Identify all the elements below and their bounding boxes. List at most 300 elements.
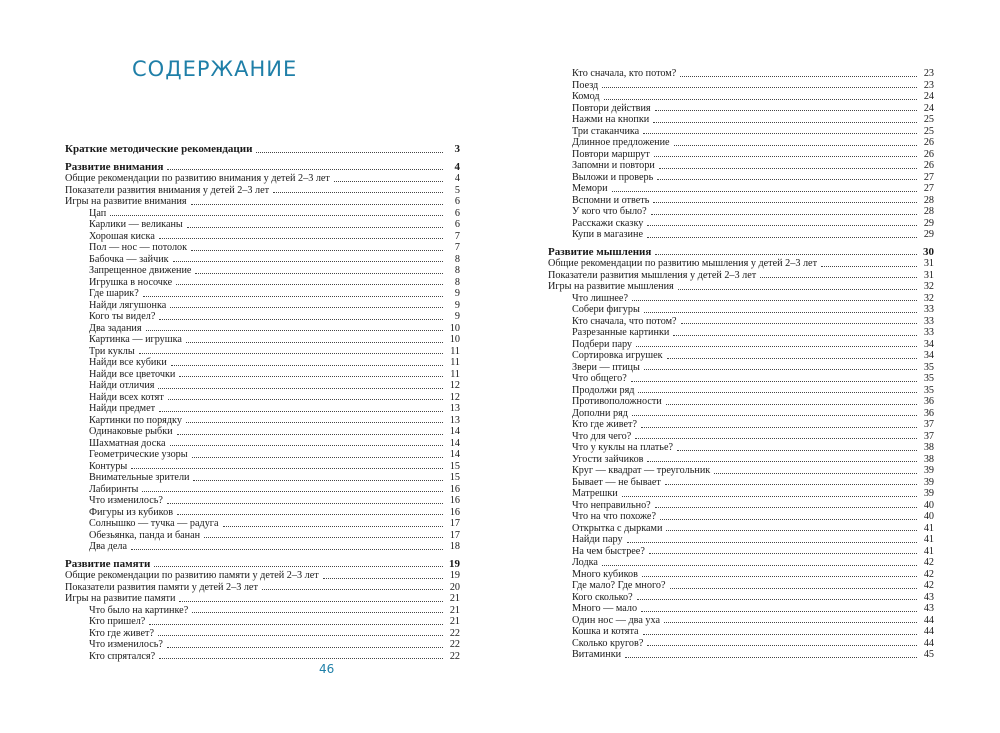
toc-entry bbox=[65, 334, 460, 346]
toc-entry-page: 4 bbox=[454, 173, 460, 184]
toc-entry bbox=[65, 208, 460, 220]
toc-entry-page: 29 bbox=[923, 217, 934, 229]
toc-entry-title: Кошка и котята bbox=[572, 626, 639, 637]
toc-entry bbox=[548, 419, 934, 431]
toc-entry-title: Выложи и проверь bbox=[572, 171, 654, 183]
toc-entry-title: Цап bbox=[89, 207, 107, 219]
dot-leader bbox=[131, 468, 443, 469]
toc-entry-title: Картинка — игрушка bbox=[89, 334, 182, 345]
toc-entry-page: 38 bbox=[923, 453, 934, 465]
toc-entry-page: 27 bbox=[923, 183, 934, 194]
dot-leader bbox=[612, 191, 917, 192]
dot-leader bbox=[192, 612, 443, 613]
toc-entry-title: Геометрические узоры bbox=[89, 449, 188, 460]
toc-entry-title: Круг — квадрат — треугольник bbox=[572, 465, 711, 476]
toc-section-entry bbox=[65, 559, 460, 571]
toc-entry-page: 38 bbox=[923, 442, 934, 453]
toc-entry-page: 25 bbox=[923, 125, 934, 137]
toc-entry bbox=[65, 254, 460, 266]
toc-entry-title: Длинное предложение bbox=[572, 137, 670, 148]
toc-entry-title: Хорошая киска bbox=[89, 230, 155, 242]
dot-leader bbox=[647, 645, 917, 646]
toc-entry-page: 32 bbox=[923, 281, 934, 292]
toc-entry-title: Что для чего? bbox=[572, 430, 632, 442]
toc-entry bbox=[65, 616, 460, 628]
toc-entry-page: 25 bbox=[923, 114, 934, 125]
dot-leader bbox=[602, 565, 917, 566]
toc-entry-page: 12 bbox=[449, 380, 460, 391]
toc-entry bbox=[65, 518, 460, 530]
page-number: 46 bbox=[319, 662, 335, 676]
toc-entry-title: Что изменилось? bbox=[89, 495, 163, 506]
page-title: СОДЕРЖАНИЕ bbox=[132, 57, 298, 81]
toc-entry-title: Кого сколько? bbox=[572, 591, 633, 603]
toc-entry bbox=[548, 626, 934, 638]
dot-leader bbox=[149, 624, 443, 625]
toc-entry bbox=[548, 218, 934, 230]
toc-entry-page: 19 bbox=[449, 570, 460, 581]
toc-entry-page: 40 bbox=[923, 511, 934, 522]
dot-leader bbox=[647, 237, 917, 238]
toc-entry bbox=[548, 68, 934, 80]
toc-entry-page: 41 bbox=[923, 522, 934, 534]
toc-entry-page: 21 bbox=[449, 593, 460, 604]
dot-leader bbox=[678, 289, 917, 290]
toc-entry-title: Игры на развитие мышления bbox=[548, 281, 674, 292]
toc-entry-page: 19 bbox=[449, 557, 460, 570]
dot-leader bbox=[179, 376, 443, 377]
toc-entry-page: 26 bbox=[923, 148, 934, 160]
dot-leader bbox=[714, 473, 917, 474]
toc-entry-page: 22 bbox=[449, 650, 460, 662]
dot-leader bbox=[641, 427, 917, 428]
dot-leader bbox=[627, 542, 917, 543]
dot-leader bbox=[168, 399, 443, 400]
toc-entry-title: Общие рекомендации по развитию внимания у детей 2–3 лет bbox=[65, 173, 330, 184]
toc-entry-title: Внимательные зрители bbox=[89, 472, 190, 483]
toc-entry-title: Шахматная доска bbox=[89, 437, 166, 449]
toc-entry-title: Кто пришел? bbox=[89, 616, 146, 627]
toc-entry-title: Пол — нос — потолок bbox=[89, 242, 188, 253]
toc-entry-page: 17 bbox=[449, 529, 460, 541]
toc-entry-title: Игрушка в носочке bbox=[89, 276, 173, 288]
toc-entry-title: Собери фигуры bbox=[572, 304, 640, 315]
toc-right-column bbox=[548, 68, 934, 661]
toc-entry bbox=[65, 392, 460, 404]
toc-entry bbox=[65, 541, 460, 553]
toc-entry bbox=[548, 603, 934, 615]
toc-entry-page: 42 bbox=[923, 557, 934, 568]
toc-entry-page: 7 bbox=[454, 242, 460, 253]
toc-entry-page: 14 bbox=[449, 426, 460, 437]
toc-entry bbox=[548, 511, 934, 523]
dot-leader bbox=[154, 566, 443, 567]
toc-entry-title: Фигуры из кубиков bbox=[89, 506, 174, 518]
dot-leader bbox=[647, 461, 917, 462]
toc-entry-page: 36 bbox=[923, 407, 934, 419]
dot-leader bbox=[760, 277, 917, 278]
dot-leader bbox=[195, 273, 443, 274]
toc-entry-page: 22 bbox=[449, 639, 460, 650]
toc-entry-page: 39 bbox=[923, 465, 934, 476]
toc-entry bbox=[548, 557, 934, 569]
toc-entry bbox=[65, 438, 460, 450]
toc-entry-title: Кто где живет? bbox=[89, 627, 155, 639]
dot-leader bbox=[654, 156, 917, 157]
dot-leader bbox=[655, 507, 917, 508]
toc-entry bbox=[65, 231, 460, 243]
toc-entry bbox=[65, 346, 460, 358]
toc-entry bbox=[65, 300, 460, 312]
toc-entry-title: Развитие памяти bbox=[65, 557, 151, 570]
toc-entry-page: 43 bbox=[923, 591, 934, 603]
toc-entry bbox=[548, 103, 934, 115]
dot-leader bbox=[262, 589, 443, 590]
toc-entry-page: 40 bbox=[923, 499, 934, 511]
toc-entry bbox=[548, 431, 934, 443]
toc-entry-page: 44 bbox=[923, 626, 934, 637]
toc-entry-title: Что было на картинке? bbox=[89, 604, 189, 616]
toc-entry-title: Купи в магазине bbox=[572, 229, 643, 240]
toc-entry-title: Игры на развитие памяти bbox=[65, 593, 176, 604]
toc-entry-title: Где мало? Где много? bbox=[572, 580, 666, 591]
toc-entry-title: Общие рекомендации по развитию мышления у детей 2–3 лет bbox=[548, 258, 818, 269]
toc-entry-title: Найди все кубики bbox=[89, 357, 167, 368]
toc-entry-title: Картинки по порядку bbox=[89, 414, 182, 426]
toc-entry-title: Найди пару bbox=[572, 534, 623, 545]
dot-leader bbox=[670, 588, 917, 589]
dot-leader bbox=[667, 358, 917, 359]
dot-leader bbox=[632, 415, 917, 416]
toc-entry-title: Что лишнее? bbox=[572, 292, 628, 304]
toc-entry bbox=[548, 350, 934, 362]
toc-entry bbox=[548, 477, 934, 489]
toc-entry bbox=[65, 507, 460, 519]
dot-leader bbox=[655, 254, 917, 255]
toc-entry-title: Расскажи сказку bbox=[572, 217, 644, 229]
toc-entry bbox=[65, 265, 460, 277]
toc-entry bbox=[65, 570, 460, 582]
toc-entry-title: Что неправильно? bbox=[572, 499, 651, 511]
toc-entry-page: 44 bbox=[923, 637, 934, 649]
toc-entry-page: 27 bbox=[923, 171, 934, 183]
toc-entry-title: Кто где живет? bbox=[572, 419, 638, 430]
dot-leader bbox=[176, 284, 443, 285]
dot-leader bbox=[673, 335, 917, 336]
dot-leader bbox=[167, 647, 443, 648]
dot-leader bbox=[631, 381, 917, 382]
toc-entry-title: Подбери пару bbox=[572, 338, 633, 350]
toc-entry-page: 21 bbox=[449, 604, 460, 616]
dot-leader bbox=[146, 330, 443, 331]
toc-entry bbox=[65, 277, 460, 289]
toc-entry-page: 32 bbox=[923, 292, 934, 304]
toc-entry bbox=[548, 592, 934, 604]
dot-leader bbox=[643, 133, 917, 134]
dot-leader bbox=[186, 342, 443, 343]
toc-entry bbox=[548, 534, 934, 546]
dot-leader bbox=[677, 450, 917, 451]
toc-entry-title: Комод bbox=[572, 91, 600, 102]
dot-leader bbox=[334, 181, 443, 182]
toc-entry-page: 36 bbox=[923, 396, 934, 407]
toc-entry bbox=[548, 500, 934, 512]
toc-entry bbox=[548, 396, 934, 408]
dot-leader bbox=[622, 496, 917, 497]
toc-entry-title: Матрешки bbox=[572, 488, 618, 499]
toc-entry-title: Три стаканчика bbox=[572, 125, 640, 137]
toc-entry-title: Вспомни и ответь bbox=[572, 194, 650, 206]
toc-entry bbox=[65, 593, 460, 605]
toc-entry bbox=[65, 288, 460, 300]
toc-entry bbox=[548, 195, 934, 207]
toc-entry-page: 9 bbox=[454, 288, 460, 299]
toc-entry bbox=[65, 605, 460, 617]
toc-entry-title: Обезьянка, панда и банан bbox=[89, 529, 201, 541]
dot-leader bbox=[187, 227, 443, 228]
toc-entry-title: Продолжи ряд bbox=[572, 384, 635, 396]
toc-entry-title: Сколько кругов? bbox=[572, 637, 644, 649]
toc-entry-title: Бывает — не бывает bbox=[572, 476, 661, 488]
dot-leader bbox=[131, 549, 443, 550]
toc-entry bbox=[548, 569, 934, 581]
toc-entry bbox=[548, 229, 934, 241]
toc-entry bbox=[548, 546, 934, 558]
toc-entry-page: 41 bbox=[923, 545, 934, 557]
dot-leader bbox=[635, 438, 917, 439]
dot-leader bbox=[636, 346, 917, 347]
toc-entry bbox=[548, 615, 934, 627]
toc-entry bbox=[65, 449, 460, 461]
dot-leader bbox=[158, 388, 443, 389]
toc-entry-title: У кого что было? bbox=[572, 206, 647, 217]
toc-entry-page: 6 bbox=[454, 219, 460, 230]
toc-entry-page: 26 bbox=[923, 137, 934, 148]
toc-entry-title: Бабочка — зайчик bbox=[89, 253, 169, 265]
toc-entry-title: Три куклы bbox=[89, 345, 135, 357]
toc-entry-page: 41 bbox=[923, 534, 934, 545]
dot-leader bbox=[632, 300, 917, 301]
toc-entry bbox=[548, 183, 934, 195]
dot-leader bbox=[680, 76, 917, 77]
dot-leader bbox=[179, 601, 443, 602]
toc-entry-title: Кто сначала, кто потом? bbox=[572, 68, 677, 79]
toc-entry-page: 8 bbox=[454, 253, 460, 265]
toc-entry-title: Два задания bbox=[89, 322, 142, 334]
dot-leader bbox=[666, 530, 917, 531]
toc-entry-page: 11 bbox=[450, 357, 460, 368]
toc-entry-page: 30 bbox=[923, 245, 934, 258]
toc-entry bbox=[548, 91, 934, 103]
toc-entry-page: 33 bbox=[923, 327, 934, 338]
dot-leader bbox=[644, 312, 917, 313]
toc-entry-title: Противоположности bbox=[572, 396, 662, 407]
dot-leader bbox=[637, 599, 917, 600]
left-page bbox=[65, 0, 460, 733]
toc-entry bbox=[548, 638, 934, 650]
toc-entry-page: 42 bbox=[923, 568, 934, 580]
toc-entry-title: Один нос — два уха bbox=[572, 614, 660, 626]
dot-leader bbox=[659, 168, 917, 169]
toc-entry-title: Показатели развития внимания у детей 2–3 лет bbox=[65, 184, 270, 196]
toc-entry bbox=[548, 304, 934, 316]
toc-entry-page: 45 bbox=[923, 649, 934, 660]
dot-leader bbox=[674, 145, 917, 146]
toc-entry-title: Краткие методические рекомендации bbox=[65, 143, 253, 155]
toc-entry bbox=[548, 488, 934, 500]
toc-entry bbox=[548, 385, 934, 397]
toc-entry bbox=[548, 454, 934, 466]
toc-entry-title: Что на что похоже? bbox=[572, 511, 656, 522]
toc-entry bbox=[548, 649, 934, 661]
dot-leader bbox=[177, 514, 443, 515]
toc-entry-title: Звери — птицы bbox=[572, 361, 640, 373]
dot-leader bbox=[647, 225, 917, 226]
toc-entry bbox=[65, 196, 460, 208]
toc-entry-title: Кто спрятался? bbox=[89, 650, 156, 662]
dot-leader bbox=[625, 657, 917, 658]
toc-entry-title: Показатели развития памяти у детей 2–3 лет bbox=[65, 581, 258, 593]
toc-entry bbox=[548, 339, 934, 351]
toc-entry-page: 4 bbox=[454, 160, 460, 173]
toc-entry-page: 16 bbox=[449, 483, 460, 495]
toc-entry bbox=[65, 369, 460, 381]
toc-entry-page: 6 bbox=[454, 196, 460, 207]
toc-entry-title: Общие рекомендации по развитию памяти у детей 2–3 лет bbox=[65, 570, 319, 581]
toc-entry-title: На чем быстрее? bbox=[572, 545, 645, 557]
toc-entry-page: 10 bbox=[449, 322, 460, 334]
toc-entry-title: Что у куклы на платье? bbox=[572, 442, 673, 453]
toc-entry-page: 12 bbox=[449, 391, 460, 403]
dot-leader bbox=[159, 411, 443, 412]
toc-entry-page: 23 bbox=[923, 68, 934, 79]
dot-leader bbox=[159, 319, 443, 320]
toc-entry-page: 11 bbox=[450, 368, 460, 380]
toc-entry-page: 13 bbox=[449, 414, 460, 426]
toc-entry-page: 35 bbox=[923, 384, 934, 396]
toc-entry-page: 23 bbox=[923, 79, 934, 91]
toc-entry-title: Сортировка игрушек bbox=[572, 350, 663, 361]
toc-entry-title: Два дела bbox=[89, 541, 128, 552]
dot-leader bbox=[638, 392, 917, 393]
toc-entry-title: Много кубиков bbox=[572, 568, 638, 580]
dot-leader bbox=[641, 611, 917, 612]
toc-entry-title: Найди всех котят bbox=[89, 391, 164, 403]
toc-entry bbox=[548, 137, 934, 149]
dot-leader bbox=[186, 422, 443, 423]
toc-entry-page: 5 bbox=[454, 184, 460, 196]
toc-entry-title: Запрещенное движение bbox=[89, 265, 192, 276]
toc-entry bbox=[65, 311, 460, 323]
toc-entry-page: 8 bbox=[454, 276, 460, 288]
toc-entry-page: 16 bbox=[449, 506, 460, 518]
toc-entry-page: 14 bbox=[449, 449, 460, 460]
dot-leader bbox=[191, 250, 443, 251]
toc-entry bbox=[65, 242, 460, 254]
toc-entry bbox=[548, 160, 934, 172]
toc-entry bbox=[65, 380, 460, 392]
toc-entry bbox=[65, 495, 460, 507]
toc-entry bbox=[65, 323, 460, 335]
toc-entry-title: Что общего? bbox=[572, 373, 627, 384]
toc-entry-page: 7 bbox=[454, 230, 460, 242]
toc-entry-title: Кого ты видел? bbox=[89, 311, 156, 322]
toc-entry-page: 31 bbox=[923, 269, 934, 281]
toc-entry bbox=[548, 316, 934, 328]
toc-entry bbox=[548, 408, 934, 420]
toc-entry-title: Лодка bbox=[572, 557, 598, 568]
toc-section-entry bbox=[548, 247, 934, 259]
toc-entry-page: 35 bbox=[923, 361, 934, 373]
toc-entry-title: Нажми на кнопки bbox=[572, 114, 650, 125]
toc-entry-page: 22 bbox=[449, 627, 460, 639]
toc-entry-page: 17 bbox=[449, 518, 460, 529]
toc-left-column bbox=[65, 138, 460, 662]
toc-entry bbox=[65, 415, 460, 427]
toc-entry bbox=[65, 185, 460, 197]
toc-entry-title: Разрезанные картинки bbox=[572, 327, 670, 338]
dot-leader bbox=[170, 445, 443, 446]
toc-entry bbox=[65, 426, 460, 438]
toc-entry-page: 39 bbox=[923, 488, 934, 499]
toc-entry-page: 24 bbox=[923, 91, 934, 102]
dot-leader bbox=[110, 215, 443, 216]
toc-entry-title: Лабиринты bbox=[89, 483, 139, 495]
toc-entry-title: Солнышко — тучка — радуга bbox=[89, 518, 219, 529]
toc-entry-page: 35 bbox=[923, 373, 934, 384]
toc-entry-title: Найди лягушонка bbox=[89, 299, 167, 311]
toc-entry-title: Повтори маршрут bbox=[572, 148, 650, 160]
toc-entry-page: 15 bbox=[449, 460, 460, 472]
dot-leader bbox=[323, 578, 443, 579]
dot-leader bbox=[273, 192, 443, 193]
toc-entry bbox=[548, 114, 934, 126]
toc-entry-page: 29 bbox=[923, 229, 934, 240]
toc-entry-title: Найди предмет bbox=[89, 403, 156, 414]
toc-entry-page: 14 bbox=[449, 437, 460, 449]
toc-entry bbox=[548, 126, 934, 138]
dot-leader bbox=[666, 404, 917, 405]
toc-entry bbox=[548, 293, 934, 305]
toc-entry bbox=[548, 149, 934, 161]
toc-entry-page: 39 bbox=[923, 476, 934, 488]
dot-leader bbox=[204, 537, 443, 538]
toc-entry-title: Развитие внимания bbox=[65, 160, 164, 173]
toc-entry-page: 16 bbox=[449, 495, 460, 506]
dot-leader bbox=[653, 122, 917, 123]
toc-entry bbox=[548, 80, 934, 92]
toc-entry-title: Кто сначала, что потом? bbox=[572, 315, 677, 327]
toc-entry-page: 43 bbox=[923, 603, 934, 614]
dot-leader bbox=[191, 204, 443, 205]
dot-leader bbox=[256, 152, 443, 153]
toc-entry-title: Найди все цветочки bbox=[89, 368, 176, 380]
toc-entry bbox=[65, 472, 460, 484]
toc-entry-page: 3 bbox=[454, 143, 460, 155]
toc-entry-page: 21 bbox=[449, 616, 460, 627]
toc-entry-title: Что изменилось? bbox=[89, 639, 163, 650]
toc-entry-page: 18 bbox=[449, 541, 460, 552]
toc-entry bbox=[548, 172, 934, 184]
dot-leader bbox=[642, 576, 917, 577]
toc-entry-page: 6 bbox=[454, 207, 460, 219]
toc-entry-page: 28 bbox=[923, 206, 934, 217]
toc-entry bbox=[65, 403, 460, 415]
toc-entry bbox=[65, 219, 460, 231]
toc-entry bbox=[65, 357, 460, 369]
toc-entry-page: 24 bbox=[923, 102, 934, 114]
dot-leader bbox=[143, 296, 443, 297]
